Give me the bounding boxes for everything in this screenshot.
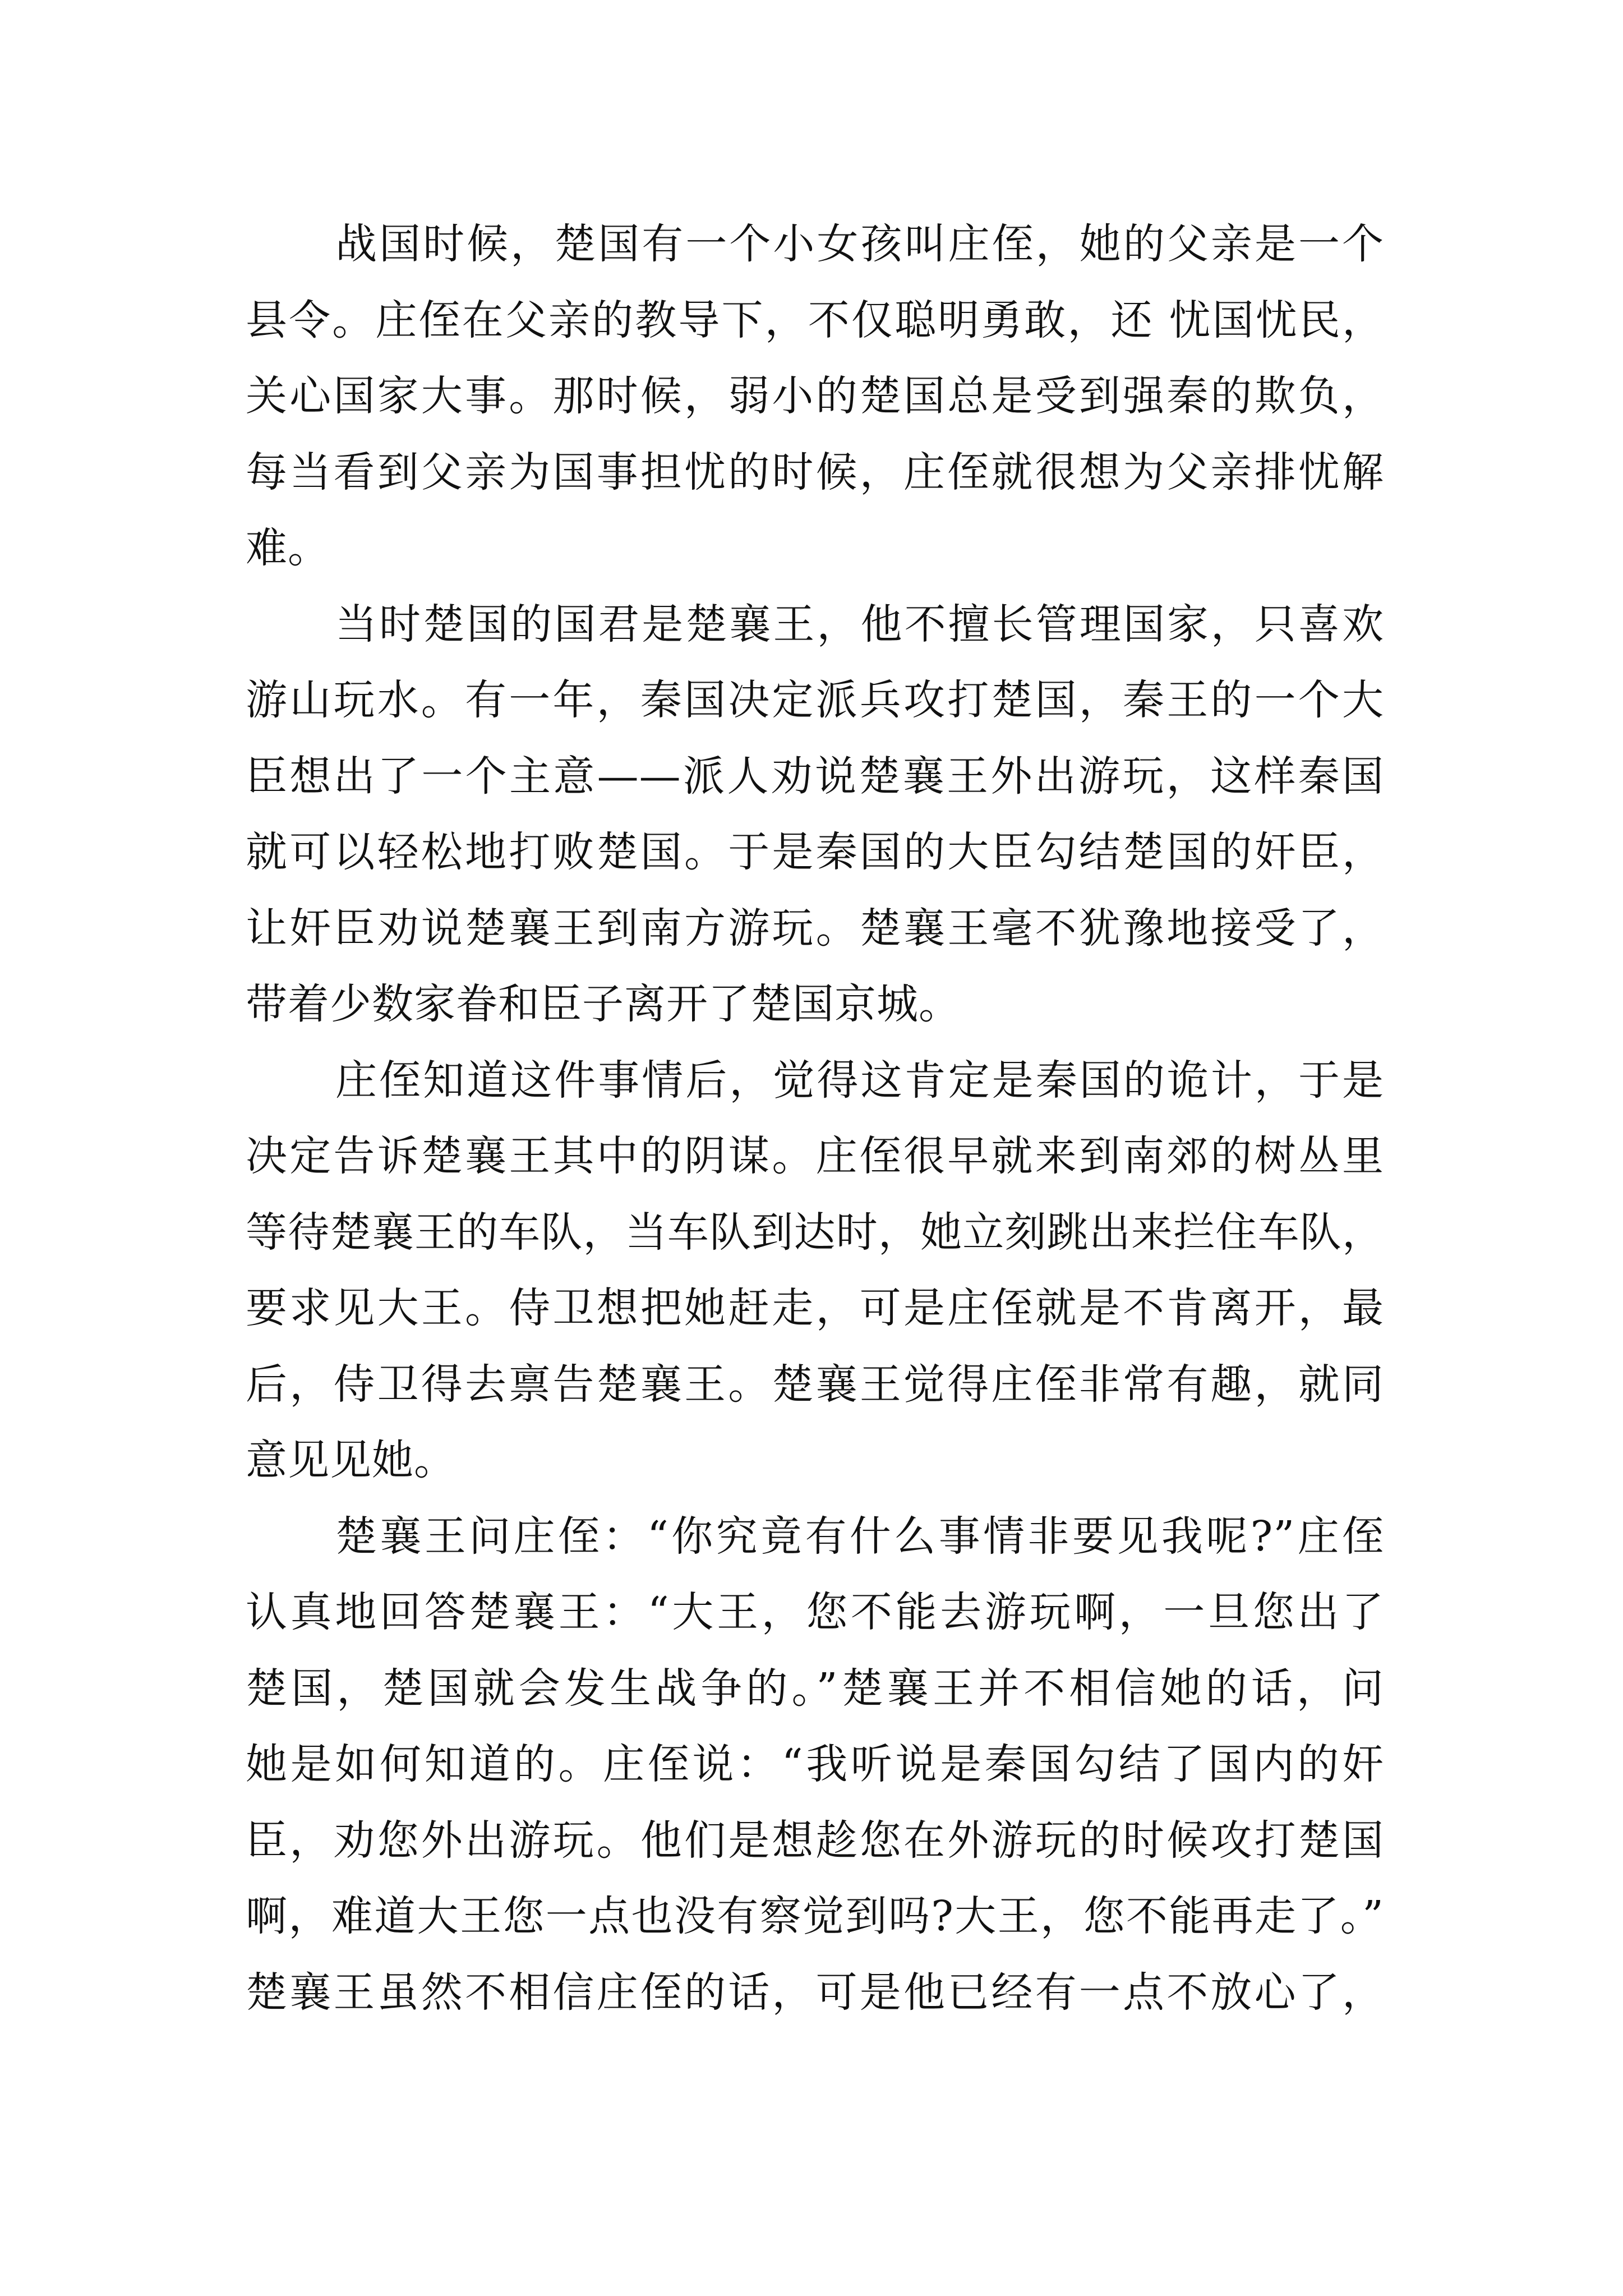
text-line: 难。: [246, 524, 330, 572]
text-line: 让奸臣劝说楚襄王到南方游玩。楚襄王毫不犹豫地接受了，: [246, 904, 1384, 953]
text-line: 就可以轻松地打败楚国。于是秦国的大臣勾结楚国的奸臣，: [246, 828, 1384, 876]
paragraph-4: [246, 1499, 1384, 2031]
text-line: 带着少数家眷和臣子离开了楚国京城。: [246, 980, 961, 1028]
text-line: 她是如何知道的。庄侄说：“我听说是秦国勾结了国内的奸: [246, 1740, 1384, 1788]
text-line: 等待楚襄王的车队，当车队到达时，她立刻跳出来拦住车队，: [246, 1208, 1384, 1257]
text-line: 决定告诉楚襄王其中的阴谋。庄侄很早就来到南郊的树丛里: [246, 1132, 1384, 1180]
text-line: 战国时候，楚国有一个小女孩叫庄侄，她的父亲是一个: [335, 220, 1384, 268]
text-line: 楚襄王虽然不相信庄侄的话，可是他已经有一点不放心了，: [246, 1968, 1384, 2017]
text-line: 县令。庄侄在父亲的教导下，不仅聪明勇敢，还 忧国忧民，: [246, 296, 1384, 344]
text-line: 要求见大王。侍卫想把她赶走，可是庄侄就是不肯离开，最: [246, 1284, 1384, 1332]
text-line: 关心国家大事。那时候，弱小的楚国总是受到强秦的欺负，: [246, 372, 1384, 420]
text-line: 游山玩水。有一年，秦国决定派兵攻打楚国，秦王的一个大: [246, 676, 1384, 724]
text-line: 意见见她。: [246, 1436, 456, 1484]
text-line: 认真地回答楚襄王：“大王，您不能去游玩啊，一旦您出了: [246, 1588, 1384, 1636]
text-line: 每当看到父亲为国事担忧的时候，庄侄就很想为父亲排忧解: [246, 448, 1384, 496]
text-line: 臣想出了一个主意——派人劝说楚襄王外出游玩，这样秦国: [246, 752, 1384, 800]
text-line: 当时楚国的国君是楚襄王，他不擅长管理国家，只喜欢: [335, 600, 1384, 648]
text-line: 后，侍卫得去禀告楚襄王。楚襄王觉得庄侄非常有趣，就同: [246, 1360, 1384, 1409]
body-text: [246, 206, 1384, 2031]
text-line: 庄侄知道这件事情后，觉得这肯定是秦国的诡计，于是: [335, 1056, 1384, 1105]
paragraph-3: [246, 1043, 1384, 1499]
paragraph-2: [246, 587, 1384, 1043]
text-line: 楚襄王问庄侄：“你究竟有什么事情非要见我呢?”庄侄: [335, 1512, 1384, 1561]
text-line: 臣，劝您外出游玩。他们是想趁您在外游玩的时候攻打楚国: [246, 1816, 1384, 1865]
text-line: 楚国，楚国就会发生战争的。”楚襄王并不相信她的话，问: [246, 1664, 1384, 1713]
paragraph-1: [246, 206, 1384, 587]
text-line: 啊，难道大王您一点也没有察觉到吗?大王，您不能再走了。”: [246, 1892, 1384, 1940]
